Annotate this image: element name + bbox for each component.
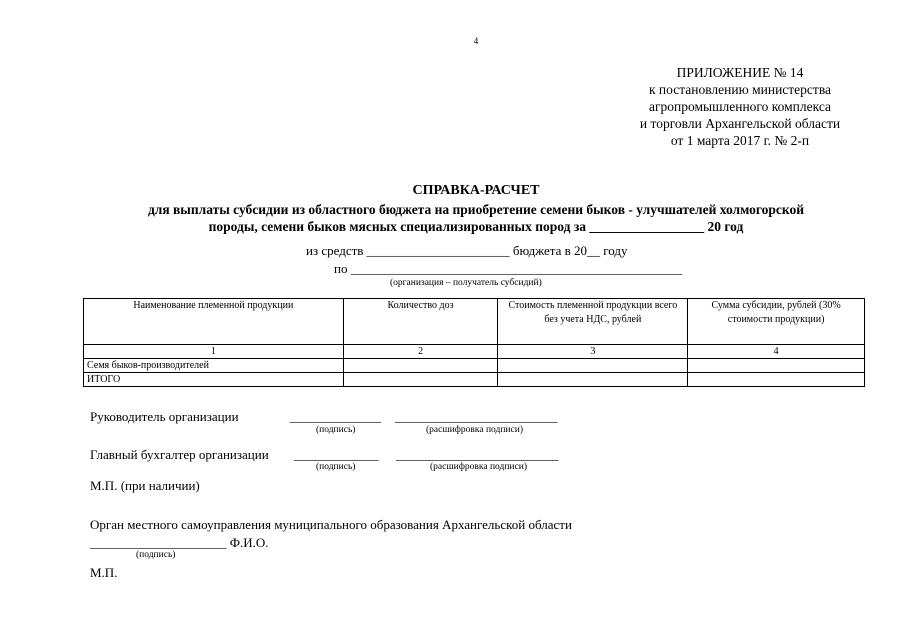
subtitle-line: породы, семени быков мясных специализированных пород за _________________ 20 год (208, 219, 744, 234)
column-number: 1 (84, 345, 344, 359)
decode-caption: (расшифровка подписи) (426, 425, 523, 435)
municipal-stamp: М.П. (90, 565, 118, 580)
appendix-block (590, 64, 890, 149)
accountant-label: Главный бухгалтер организации (90, 447, 269, 462)
table-column-numbers (84, 345, 865, 359)
decode-caption: (расшифровка подписи) (430, 462, 527, 472)
document-subtitle (60, 201, 892, 235)
recipient-line: по ___________________________________________________ (334, 261, 683, 276)
table-cell (498, 373, 688, 387)
accountant-signature-line: _____________ (294, 447, 379, 462)
column-number: 2 (343, 345, 498, 359)
head-label: Руководитель организации (90, 409, 239, 424)
municipal-sign-caption: (подпись) (136, 550, 176, 560)
table-row-total (84, 373, 865, 387)
table-header: Сумма субсидии, рублей (30% стоимости продукции) (688, 299, 865, 345)
subsidy-table (83, 298, 865, 387)
table-cell (498, 359, 688, 373)
accountant-decode-line: _________________________ (396, 447, 559, 462)
page-number: 4 (473, 36, 479, 46)
subtitle-line: для выплаты субсидии из областного бюджета на приобретение семени быков - улучшателей холмогорской (147, 202, 805, 217)
recipient-caption: (организация – получатель субсидий) (390, 278, 542, 288)
municipal-label: Орган местного самоуправления муниципального образования Архангельской области (90, 517, 572, 532)
table-cell: Семя быков-производителей (84, 359, 344, 373)
appendix-title: ПРИЛОЖЕНИЕ № 14 (676, 65, 804, 80)
appendix-line: к постановлению министерства (648, 82, 832, 97)
table-cell (343, 373, 498, 387)
table-cell (343, 359, 498, 373)
table-header-row (84, 299, 865, 345)
table-header: Стоимость племенной продукции всего без учета НДС, рублей (498, 299, 688, 345)
appendix-line: агропромышленного комплекса (649, 99, 831, 114)
table-header: Наименование племенной продукции (84, 299, 344, 345)
funds-line: из средств ______________________ бюджета в 20__ году (306, 243, 628, 258)
column-number: 4 (688, 345, 865, 359)
table-row (84, 359, 865, 373)
municipal-signature-line: _____________________ Ф.И.О. (90, 535, 269, 550)
table-cell (688, 359, 865, 373)
column-number: 3 (498, 345, 688, 359)
head-signature-line: ______________ (290, 409, 381, 424)
sign-caption: (подпись) (316, 462, 356, 472)
table-cell (688, 373, 865, 387)
sign-caption: (подпись) (316, 425, 356, 435)
table-cell: ИТОГО (84, 373, 344, 387)
appendix-date: от 1 марта 2017 г. № 2-п (670, 133, 810, 148)
head-decode-line: _________________________ (395, 409, 558, 424)
document-title: СПРАВКА-РАСЧЕТ (412, 183, 540, 198)
table-header: Количество доз (343, 299, 498, 345)
stamp-optional: М.П. (при наличии) (90, 478, 200, 493)
appendix-line: и торговли Архангельской области (639, 116, 841, 131)
